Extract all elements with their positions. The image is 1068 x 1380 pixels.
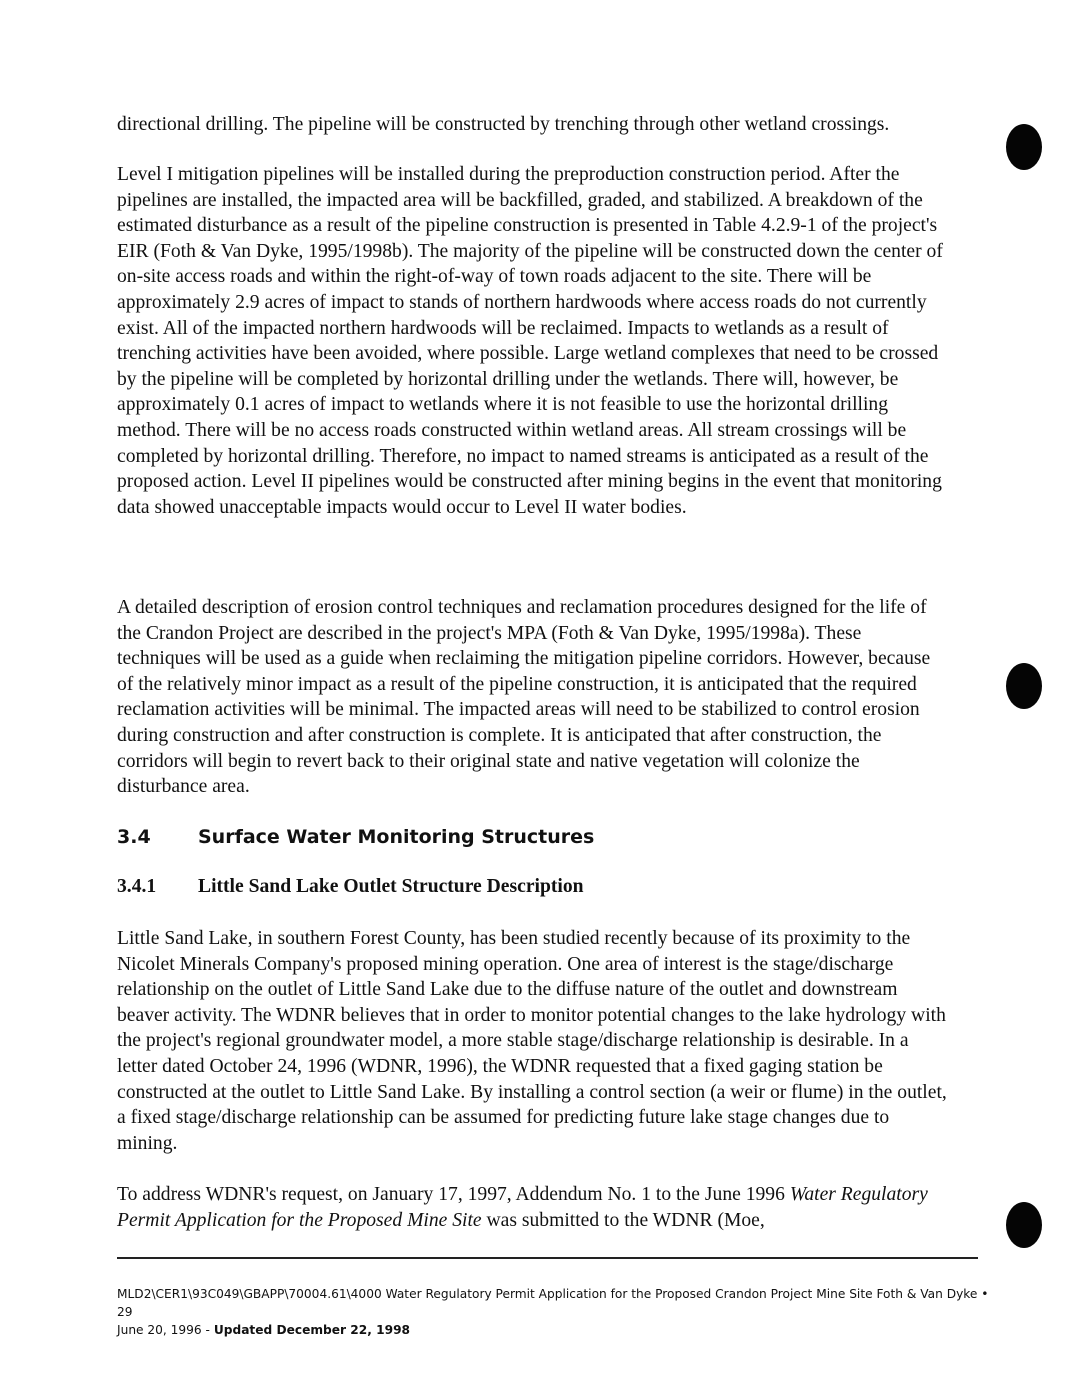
paragraph-level-one-pipelines: Level I mitigation pipelines will be installed during the preproduction construction period. After the pipelines are installed, the impacted area will be backfilled, graded, and stabilized. A breakdown of the estimated disturbance as a result of the pipeline construction is presented in Table 4.2.9-1 of the project's EIR (Foth & Van Dyke, 1995/1998b). The majority of the pipeline will be constructed down the center of on-site access roads and within the right-of-way of town roads adjacent to the site. There will be approximately 2.9 acres of impact to stands of northern hardwoods where access roads do not currently exist. All of the impacted northern hardwoods will be reclaimed. Impacts to wetlands as a result of trenching activities have been avoided, where possible. Large wetland complexes that need to be crossed by the pipeline will be completed by horizontal drilling under the wetlands. There will, however, be approximately 0.1 acres of impact to wetlands where it is not feasible to use the horizontal drilling method. There will be no access roads constructed within wetland areas. All stream crossings will be completed by horizontal drilling. Therefore, no impact to named streams is anticipated as a result of the proposed action. Level II pipelines would be constructed after mining begins in the event that monitoring data showed unacceptable impacts would occur to Level II water bodies. [117, 164, 943, 518]
footer-updated-date: Updated December 22, 1998 [213, 1323, 411, 1337]
subsection-number: 3.4.1 [117, 876, 157, 897]
paragraph-drilling-continuation: directional drilling. The pipeline will be constructed by trenching through other wetland crossings. [117, 114, 890, 135]
punch-hole-bottom [1006, 1202, 1042, 1248]
footer-original-date: June 20, 1996 - [117, 1323, 214, 1337]
permit-application-title: Water Regulatory Permit Application for the Proposed Mine Site [117, 1184, 928, 1231]
subsection-title: Little Sand Lake Outlet Structure Description [198, 876, 584, 897]
paragraph-erosion-control: A detailed description of erosion control techniques and reclamation procedures designed for the life of the Crandon Project are described in the project's MPA (Foth & Van Dyke, 1995/1998a). These techniques will be used as a guide when reclaiming the mitigation pipeline corridors. However, because of the relatively minor impact as a result of the pipeline construction, it is anticipated that the required reclamation activities will be minimal. The impacted areas will need to be stabilized to control erosion during construction and after construction is complete. It is anticipated that after construction, the corridors will begin to revert back to their original state and native vegetation will colonize the disturbance area. [117, 597, 931, 798]
section-heading [117, 824, 594, 850]
footer-date-line [117, 1321, 997, 1339]
wdnr-request-text-start: To address WDNR's request, on January 17, 1997, Addendum No. 1 to the June 1996 [117, 1184, 790, 1205]
paragraph-little-sand-lake: Little Sand Lake, in southern Forest County, has been studied recently because of its proximity to the Nicolet Minerals Company's proposed mining operation. One area of interest is the stage/discharge relationship on the outlet of Little Sand Lake due to the diffuse nature of the outlet and downstream beaver activity. The WDNR believes that in order to monitor potential changes to the lake hydrology with the project's regional groundwater model, a more stable stage/discharge relationship is desirable. In a letter dated October 24, 1996 (WDNR, 1996), the WDNR requested that a fixed gaging station be constructed at the outlet to Little Sand Lake. By installing a control section (a weir or flume) in the outlet, a fixed stage/discharge relationship can be assumed for predicting future lake stage changes due to mining. [117, 928, 947, 1154]
subsection-heading [117, 874, 584, 900]
paragraph-wdnr-request [117, 1182, 947, 1233]
wdnr-request-text-end: was submitted to the WDNR (Moe, [481, 1209, 765, 1231]
footer-divider [117, 1257, 978, 1259]
section-title: Surface Water Monitoring Structures [198, 826, 595, 848]
punch-hole-middle [1006, 663, 1042, 709]
footer-document-line: MLD2\CER1\93C049\GBAPP\70004.61\4000 Water Regulatory Permit Application for the Proposed Crandon Project Mine Site Foth & Van Dyke • 29 [117, 1287, 989, 1319]
punch-hole-top [1006, 124, 1042, 170]
section-number: 3.4 [117, 826, 151, 848]
page-footer [117, 1285, 997, 1339]
